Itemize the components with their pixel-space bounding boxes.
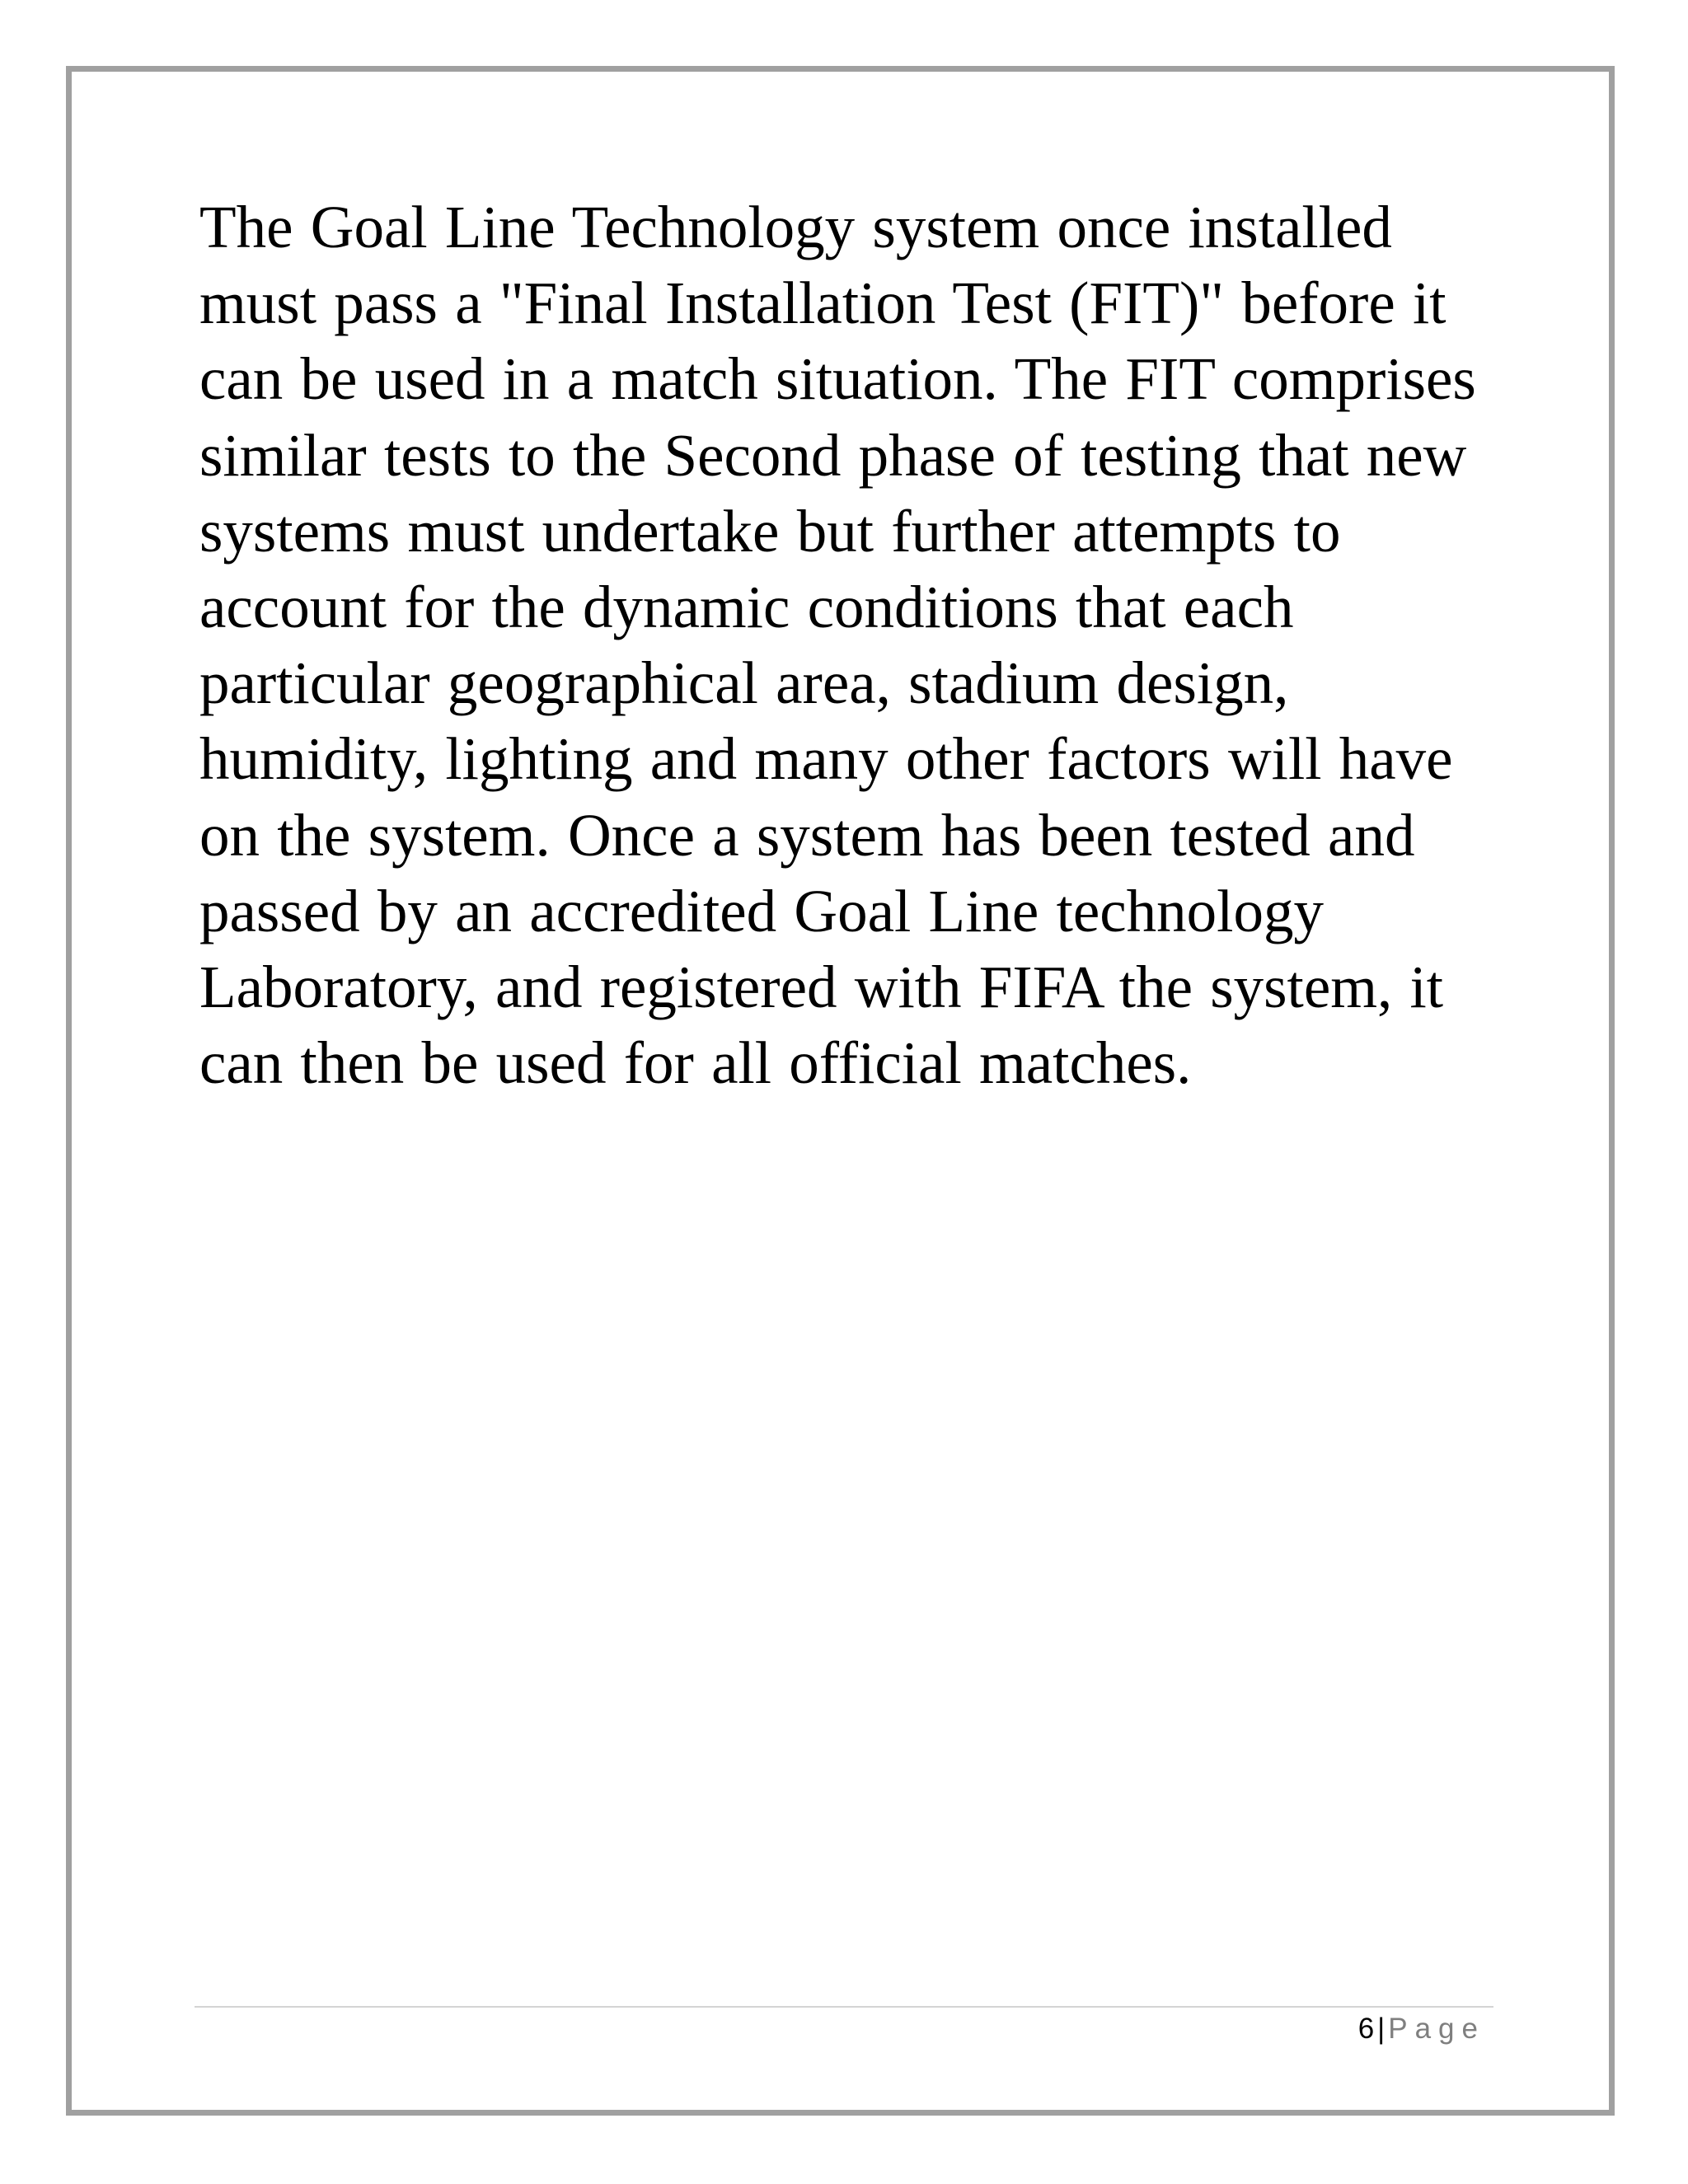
paragraph-line: particular geographical area, stadium design, [199,649,1289,717]
footer-separator: | [1377,2013,1386,2045]
paragraph-line: can then be used for all official matches. [199,1029,1192,1097]
footer-divider [195,2006,1493,2008]
paragraph-line: The Goal Line Technology system once installed [199,194,1392,260]
body-paragraph [199,190,1502,1101]
page-footer [1358,2009,1485,2049]
page-number: 6 [1357,2013,1375,2045]
paragraph-line: account for the dynamic conditions that each [199,574,1294,641]
paragraph-line: humidity, lighting and many other factors will have [199,725,1453,793]
paragraph-line: similar tests to the Second phase of testing that new [199,421,1467,489]
page-label: Page [1388,2013,1485,2045]
paragraph-line: systems must undertake but further attempts to [199,497,1341,565]
paragraph-line: must pass a "Final Installation Test (FIT)" before it [199,269,1447,337]
paragraph-line: passed by an accredited Goal Line technology [199,877,1324,944]
paragraph-line: can be used in a match situation. The FIT comprises [199,345,1476,413]
paragraph-line: on the system. Once a system has been tested and [199,801,1415,869]
paragraph-line: Laboratory, and registered with FIFA the system, it [199,954,1444,1021]
